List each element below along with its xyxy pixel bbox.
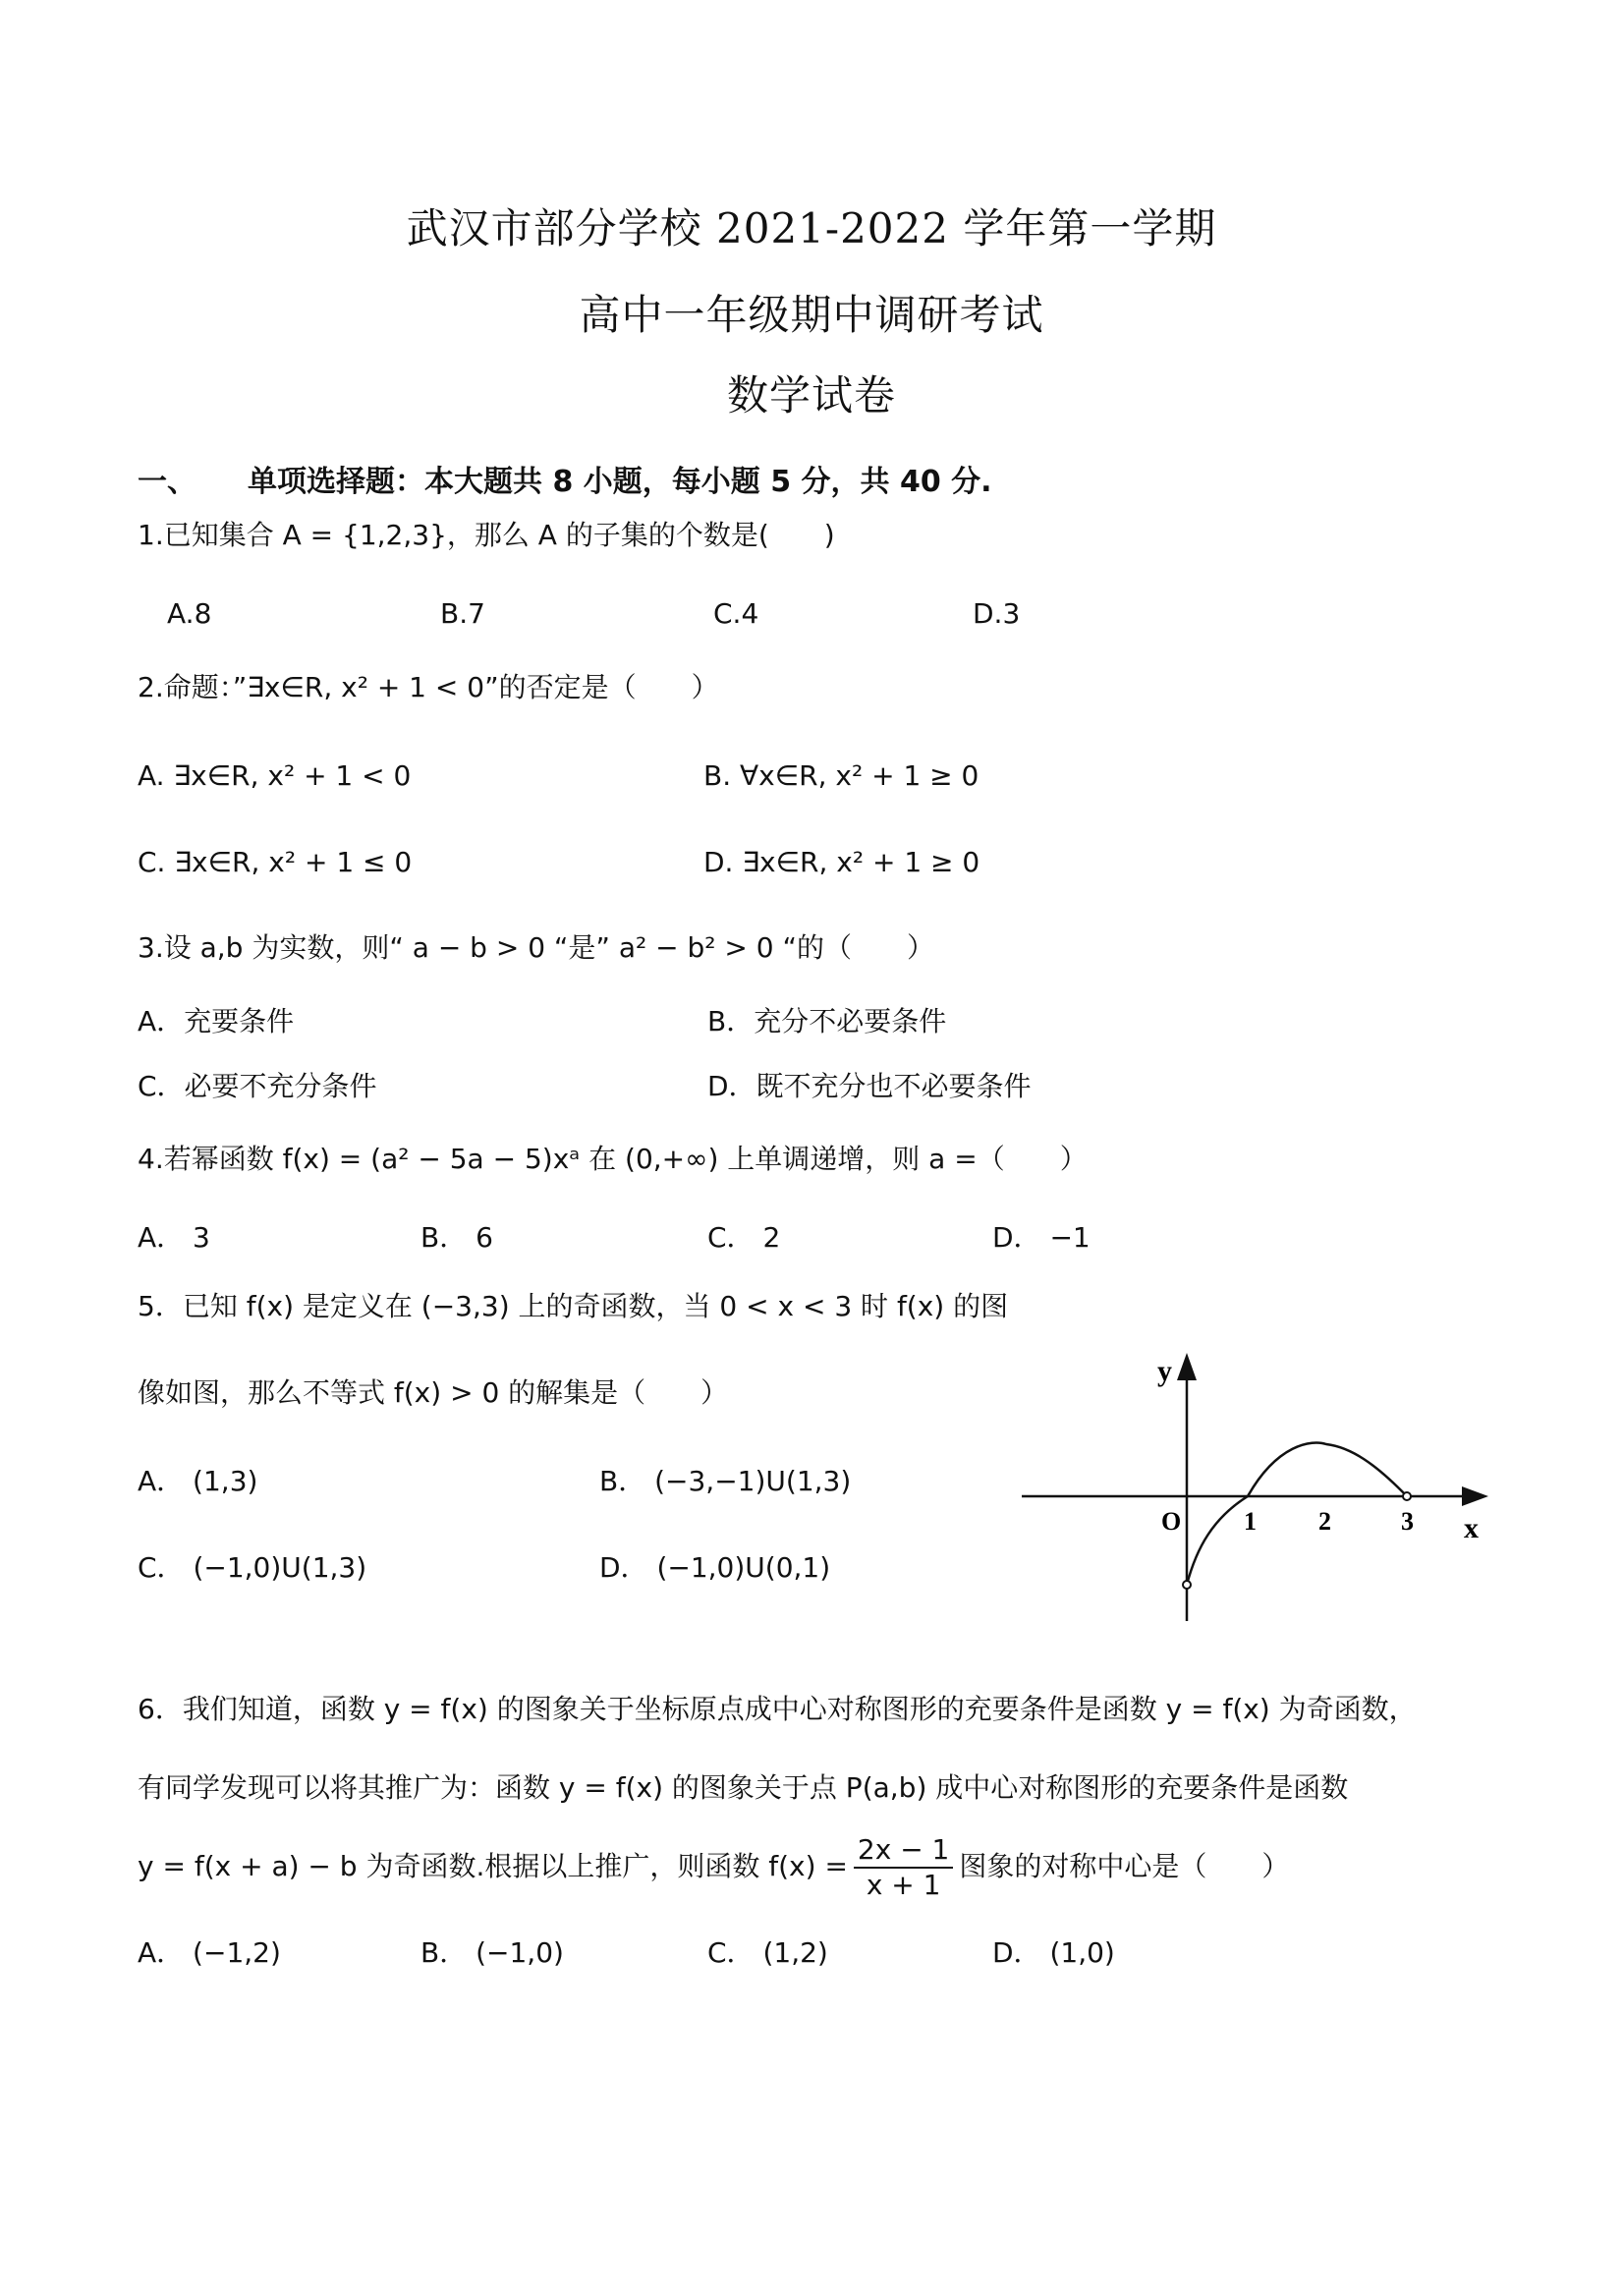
q6-line2: 有同学发现可以将其推广为：函数 y = f(x) 的图象关于点 P(a,b) 成中心对称图形的充要条件是函数 <box>138 1771 1349 1804</box>
graph-tick-3: 3 <box>1401 1507 1414 1536</box>
q3-option-b: B．充分不必要条件 <box>707 1005 947 1037</box>
q2-option-d: D. ∃x∈R, x² + 1 ≥ 0 <box>703 846 980 878</box>
open-point-left <box>1183 1581 1191 1589</box>
q4-option-a: A． 3 <box>138 1221 210 1254</box>
section-heading <box>138 457 992 500</box>
q6-fraction <box>854 1833 953 1902</box>
graph-x-label: x <box>1464 1512 1479 1544</box>
q4-stem: 4.若幂函数 f(x) = (a² − 5a − 5)xᵃ 在 (0,+∞) 上单调递增，则 a =（ ） <box>138 1143 1088 1175</box>
q4-option-c: C． 2 <box>707 1221 781 1254</box>
q2-stem: 2.命题：”∃x∈R, x² + 1 < 0”的否定是（ ） <box>138 671 719 703</box>
q6-option-d: D． (1,0) <box>992 1936 1115 1969</box>
exam-title-line3: 数学试卷 <box>726 371 896 420</box>
graph-y-label: y <box>1157 1355 1172 1387</box>
q2-option-a: A. ∃x∈R, x² + 1 < 0 <box>138 759 412 792</box>
q3-stem: 3.设 a,b 为实数，则“ a − b > 0 “是” a² − b² > 0 “的（ ） <box>138 931 934 964</box>
q6-fraction-denominator: x + 1 <box>866 1869 941 1901</box>
q3-option-c: C．必要不充分条件 <box>138 1070 377 1102</box>
exam-title-line2: 高中一年级期中调研考试 <box>579 291 1044 339</box>
q2-option-b: B. ∀x∈R, x² + 1 ≥ 0 <box>703 759 979 792</box>
section-number: 一、 <box>138 465 196 499</box>
function-graph <box>1012 1351 1493 1636</box>
open-point-right <box>1403 1492 1411 1500</box>
y-axis-arrow-icon <box>1177 1353 1197 1380</box>
function-curve <box>1187 1442 1407 1585</box>
graph-tick-2: 2 <box>1318 1507 1331 1536</box>
q3-option-a: A．充要条件 <box>138 1005 295 1037</box>
exam-title-line1: 武汉市部分学校 2021-2022 学年第一学期 <box>406 204 1217 252</box>
q6-line3-pre: y = f(x + a) − b 为奇函数.根据以上推广，则函数 f(x) = <box>138 1850 848 1882</box>
q1-option-a: A.8 <box>167 597 212 630</box>
q5-option-c: C． (−1,0)U(1,3) <box>138 1551 367 1584</box>
q6-line3 <box>138 1829 1289 1904</box>
q6-option-c: C． (1,2) <box>707 1936 828 1969</box>
q6-option-a: A． (−1,2) <box>138 1936 281 1969</box>
section-text: 单项选择题：本大题共 8 小题，每小题 5 分，共 40 分. <box>248 465 992 499</box>
q1-option-c: C.4 <box>713 597 759 630</box>
q1-option-d: D.3 <box>973 597 1021 630</box>
q5-stem-line1: 5．已知 f(x) 是定义在 (−3,3) 上的奇函数，当 0 < x < 3 时 f(x) 的图 <box>138 1290 1009 1322</box>
q4-option-b: B． 6 <box>420 1221 493 1254</box>
q2-option-c: C. ∃x∈R, x² + 1 ≤ 0 <box>138 846 413 878</box>
q5-option-b: B． (−3,−1)U(1,3) <box>599 1465 852 1497</box>
q6-option-b: B． (−1,0) <box>420 1936 564 1969</box>
graph-tick-1: 1 <box>1244 1507 1257 1536</box>
q3-option-d: D．既不充分也不必要条件 <box>707 1070 1032 1102</box>
q1-stem: 1.已知集合 A = {1,2,3}，那么 A 的子集的个数是( ) <box>138 519 835 551</box>
q5-option-d: D． (−1,0)U(0,1) <box>599 1551 831 1584</box>
x-axis-arrow-icon <box>1462 1486 1488 1506</box>
q6-fraction-numerator: 2x − 1 <box>854 1833 953 1869</box>
q5-option-a: A． (1,3) <box>138 1465 258 1497</box>
q5-stem-line2: 像如图，那么不等式 f(x) > 0 的解集是（ ） <box>138 1376 729 1409</box>
q6-line1: 6．我们知道，函数 y = f(x) 的图象关于坐标原点成中心对称图形的充要条件是函数 y = f(x) 为奇函数， <box>138 1693 1417 1725</box>
q6-line3-post: 图象的对称中心是（ ） <box>959 1850 1290 1882</box>
q4-option-d: D． −1 <box>992 1221 1091 1254</box>
graph-origin-label: O <box>1161 1507 1182 1536</box>
q1-option-b: B.7 <box>440 597 485 630</box>
